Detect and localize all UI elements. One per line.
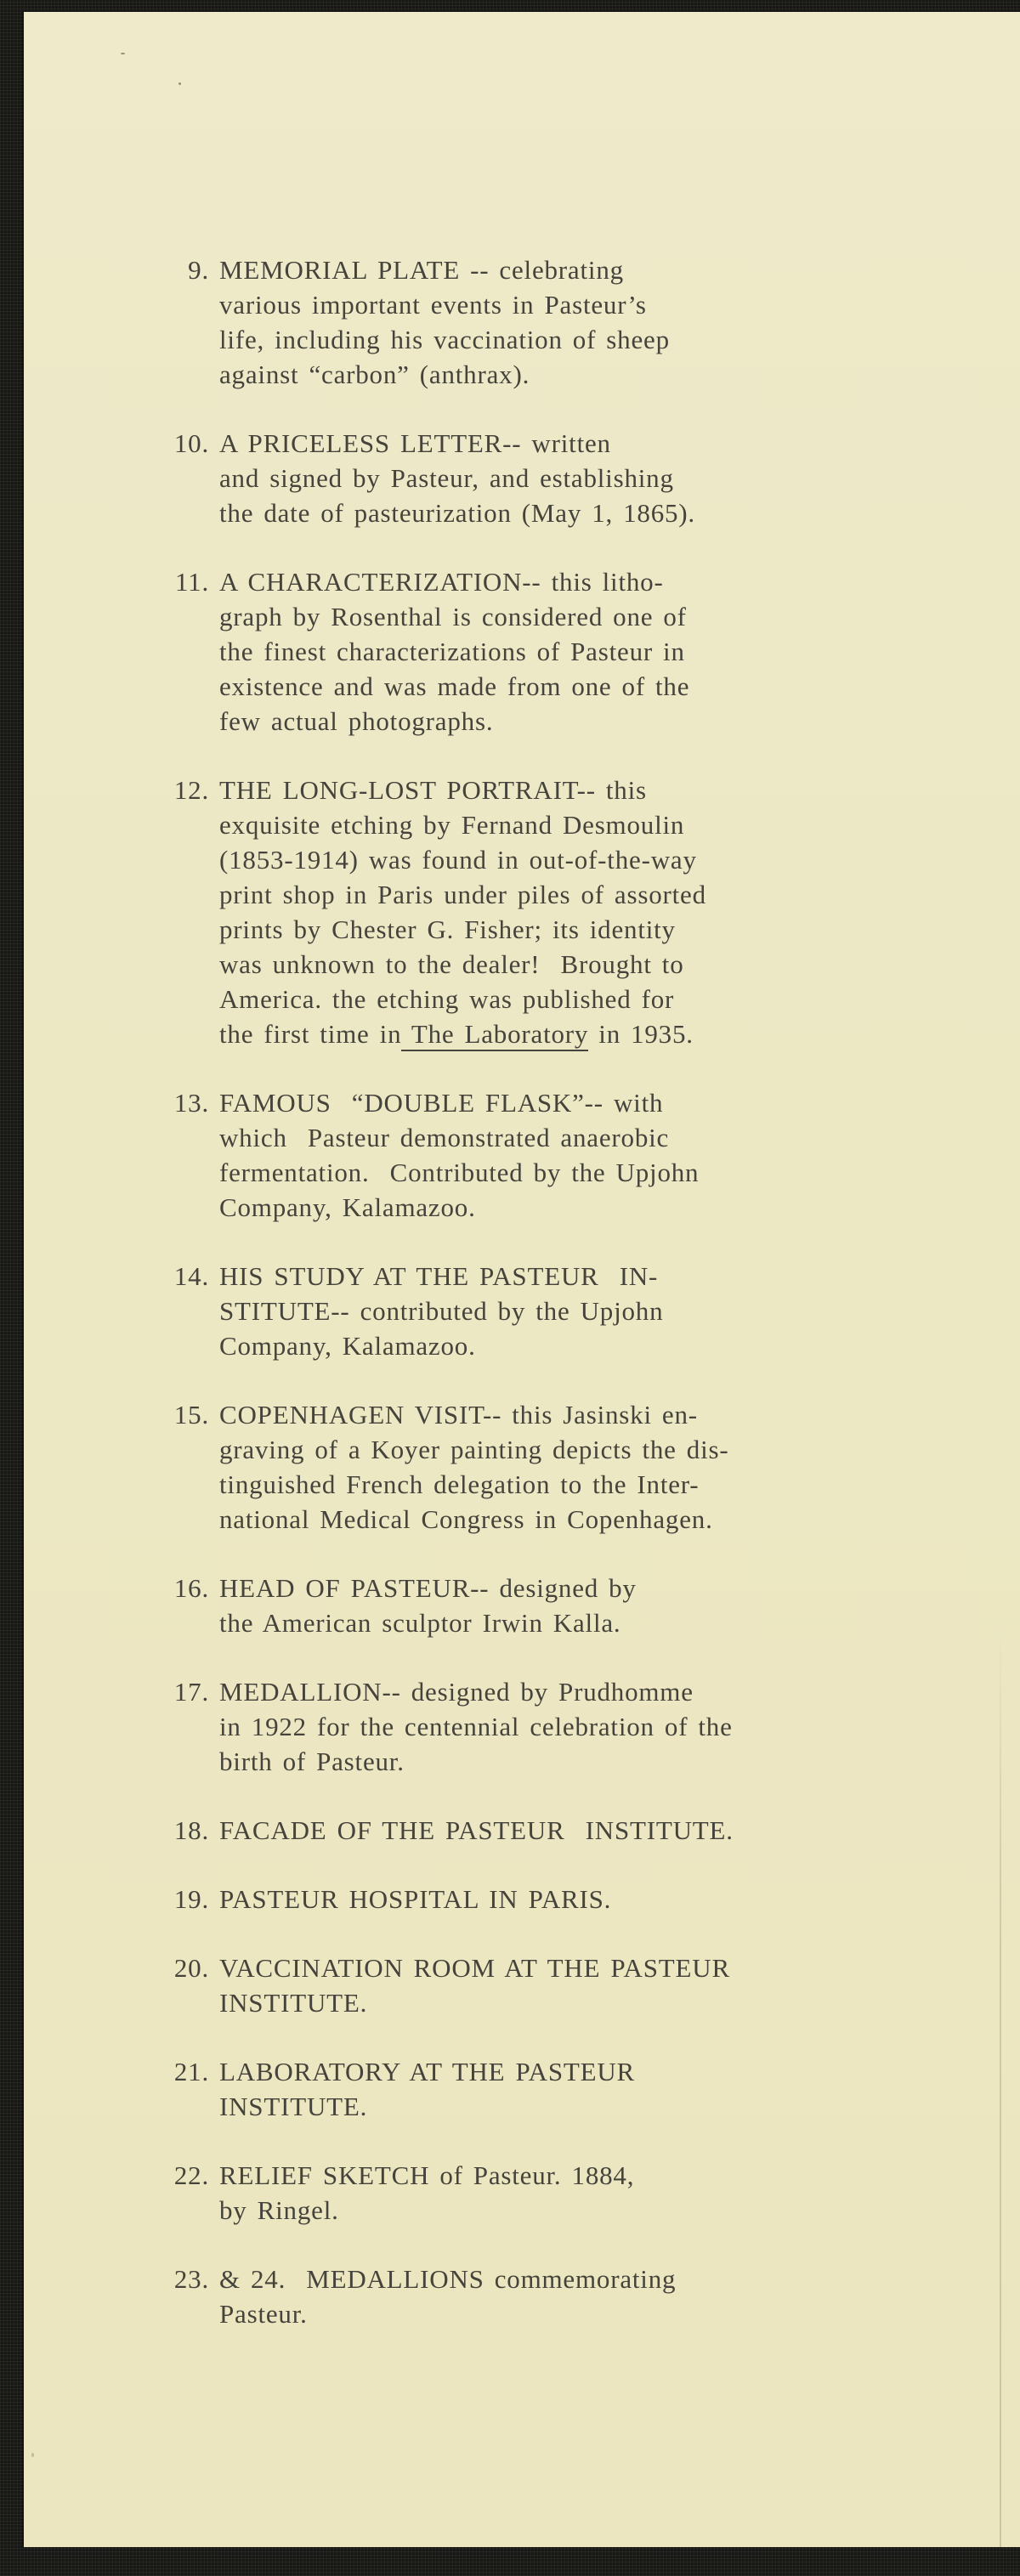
line-segment: the first time in (219, 1019, 402, 1049)
item-line: few actual photographs. (219, 706, 494, 736)
item-number: 9. (188, 255, 209, 285)
item-line: INSTITUTE. (219, 2092, 368, 2121)
item-number: 13. (173, 1088, 209, 1118)
item-line: birth of Pasteur. (219, 1747, 405, 1776)
item-number: 23. (173, 2264, 209, 2294)
item-line: print shop in Paris under piles of assorted (219, 880, 706, 909)
item-line: existence and was made from one of the (219, 671, 690, 701)
item-line: VACCINATION ROOM AT THE PASTEUR (219, 1953, 730, 1983)
list-item (24, 1085, 1020, 1225)
item-line: MEMORIAL PLATE -- celebrating (219, 255, 624, 285)
item-line: A PRICELESS LETTER-- written (219, 428, 611, 458)
item-line: FACADE OF THE PASTEUR INSTITUTE. (219, 1815, 734, 1845)
item-number: 11. (175, 567, 209, 597)
list-item (24, 1259, 1020, 1363)
item-line: against “carbon” (anthrax). (219, 360, 530, 389)
item-line: fermentation. Contributed by the Upjohn (219, 1158, 700, 1187)
list-item (24, 252, 1020, 392)
item-number: 22. (173, 2160, 209, 2190)
list-item (24, 1397, 1020, 1537)
item-line: the date of pasteurization (May 1, 1865). (219, 498, 695, 528)
paper-page (24, 12, 1020, 2547)
item-line: COPENHAGEN VISIT-- this Jasinski en- (219, 1400, 698, 1430)
item-line: graving of a Koyer painting depicts the dis- (219, 1435, 729, 1464)
item-line: which Pasteur demonstrated anaerobic (219, 1123, 670, 1152)
item-number: 20. (173, 1953, 209, 1983)
item-line: national Medical Congress in Copenhagen. (219, 1504, 713, 1534)
item-number: 15. (173, 1400, 209, 1430)
paper-crease (1000, 1627, 1001, 2547)
item-line: the American sculptor Irwin Kalla. (219, 1608, 621, 1638)
item-line: Company, Kalamazoo. (219, 1192, 476, 1222)
line-segment: in 1935. (588, 1019, 694, 1049)
item-line: (1853-1914) was found in out-of-the-way (219, 845, 697, 875)
item-line: life, including his vaccination of sheep (219, 325, 670, 354)
item-line: tinguished French delegation to the Inter- (219, 1469, 700, 1499)
item-line: A CHARACTERIZATION-- this litho- (219, 567, 664, 597)
list-item (24, 1571, 1020, 1640)
list-item (24, 1674, 1020, 1779)
item-number: 16. (173, 1573, 209, 1603)
item-line: America. the etching was published for (219, 984, 675, 1014)
item-number: 17. (173, 1677, 209, 1707)
item-line: prints by Chester G. Fisher; its identity (219, 914, 676, 944)
list-item (24, 1813, 1020, 1848)
list-item (24, 2262, 1020, 2331)
item-line: Pasteur. (219, 2299, 308, 2329)
checklist (24, 12, 1020, 2365)
item-number: 18. (173, 1815, 209, 1845)
item-line: MEDALLION-- designed by Prudhomme (219, 1677, 694, 1707)
item-line: by Ringel. (219, 2195, 339, 2225)
list-item (24, 1950, 1020, 2020)
item-line: HEAD OF PASTEUR-- designed by (219, 1573, 637, 1603)
item-line: THE LONG-LOST PORTRAIT-- this (219, 775, 647, 805)
item-number: 12. (173, 775, 209, 805)
underlined-publication-title: The Laboratory (401, 1019, 588, 1051)
item-line: and signed by Pasteur, and establishing (219, 463, 674, 493)
list-item (24, 773, 1020, 1051)
item-number: 14. (173, 1261, 209, 1291)
item-line: LABORATORY AT THE PASTEUR (219, 2057, 636, 2086)
item-line: HIS STUDY AT THE PASTEUR IN- (219, 1261, 659, 1291)
item-line: in 1922 for the centennial celebration of the (219, 1712, 733, 1741)
item-line: graph by Rosenthal is considered one of (219, 602, 687, 631)
item-line: INSTITUTE. (219, 1988, 368, 2018)
list-item (24, 564, 1020, 739)
item-line: & 24. MEDALLIONS commemorating (219, 2264, 677, 2294)
list-item (24, 426, 1020, 530)
list-item (24, 1882, 1020, 1916)
item-line: STITUTE-- contributed by the Upjohn (219, 1296, 664, 1326)
item-number: 19. (173, 1884, 209, 1914)
item-line: FAMOUS “DOUBLE FLASK”-- with (219, 1088, 664, 1118)
list-item (24, 2158, 1020, 2228)
list-item (24, 2054, 1020, 2124)
item-number: 21. (173, 2057, 209, 2086)
paper-speck (178, 82, 181, 85)
item-line: PASTEUR HOSPITAL IN PARIS. (219, 1884, 612, 1914)
item-line: various important events in Pasteur’s (219, 290, 647, 320)
item-line: was unknown to the dealer! Brought to (219, 949, 684, 979)
paper-speck (121, 53, 125, 54)
item-line: Company, Kalamazoo. (219, 1331, 476, 1361)
paper-speck (31, 2453, 34, 2457)
item-line (219, 1016, 1020, 1051)
item-number: 10. (173, 428, 209, 458)
item-line: exquisite etching by Fernand Desmoulin (219, 810, 685, 840)
item-line: RELIEF SKETCH of Pasteur. 1884, (219, 2160, 635, 2190)
item-line: the finest characterizations of Pasteur in (219, 637, 685, 666)
